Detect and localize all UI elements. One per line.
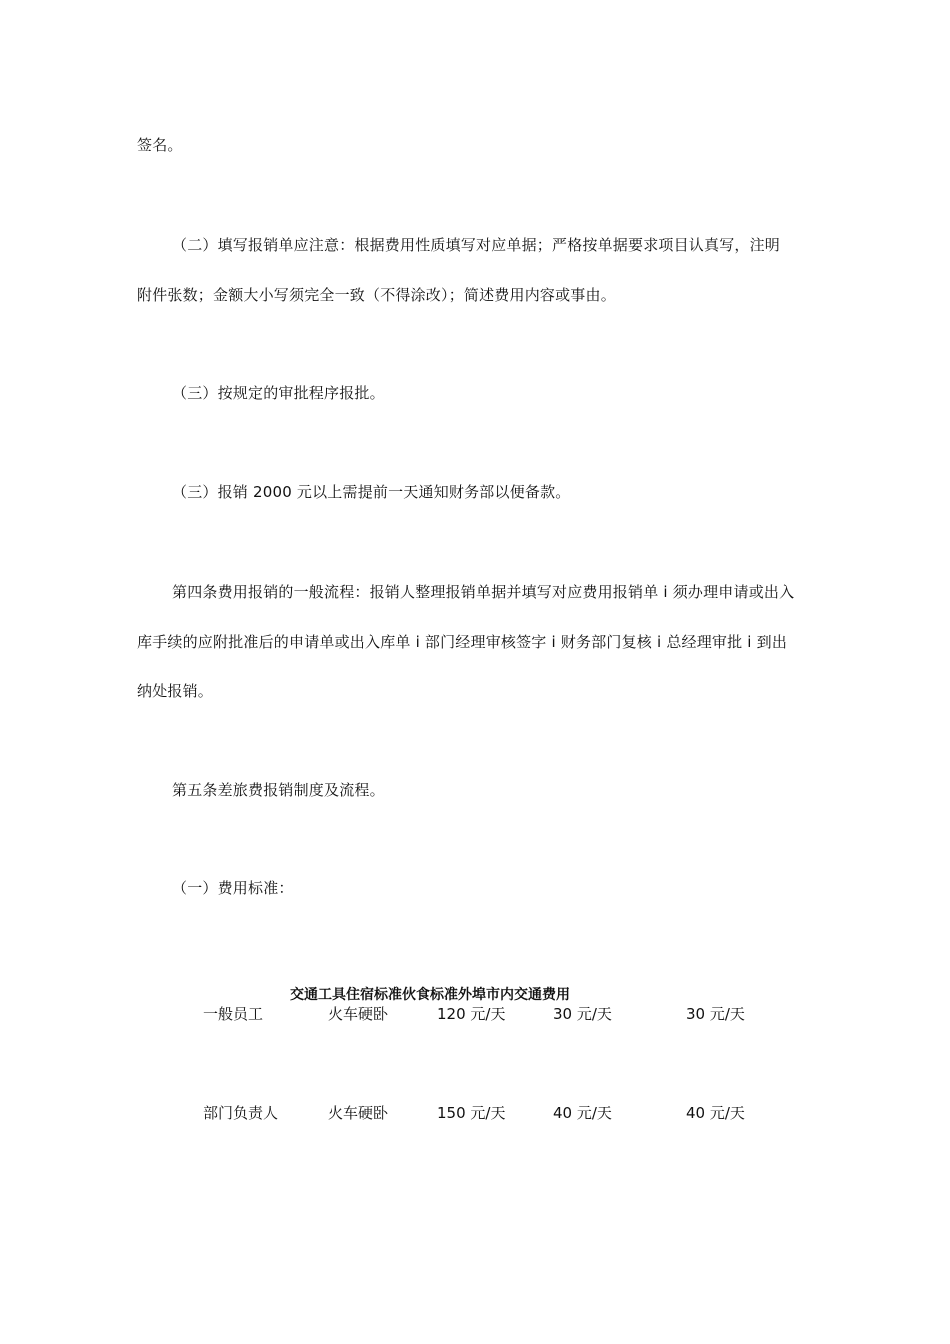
paragraph-signature: 签名。 xyxy=(137,136,183,154)
paragraph-article-5: 第五条差旅费报销制度及流程。 xyxy=(172,781,385,799)
paragraph-approval: （三）按规定的审批程序报批。 xyxy=(172,384,385,402)
cell-meals: 30 元/天 xyxy=(553,1005,612,1023)
cell-lodging: 120 元/天 xyxy=(437,1005,506,1023)
cell-role: 一般员工 xyxy=(203,1005,264,1023)
table-header: 交通工具住宿标准伙食标准外埠市内交通费用 xyxy=(290,987,570,1003)
paragraph-article-4-line-1: 第四条费用报销的一般流程：报销人整理报销单据并填写对应费用报销单 i 须办理申请或出入 xyxy=(172,583,795,601)
cell-transport: 火车硬卧 xyxy=(328,1104,389,1122)
cell-role: 部门负责人 xyxy=(203,1104,279,1122)
paragraph-article-4-line-3: 纳处报销。 xyxy=(137,682,214,700)
cell-local-transport: 30 元/天 xyxy=(686,1005,745,1023)
paragraph-expense-standard: （一）费用标准： xyxy=(172,879,294,897)
paragraph-fill-notes-line-1: （二）填写报销单应注意：根据费用性质填写对应单据；严格按单据要求项目认真写，注明 xyxy=(172,236,781,254)
cell-meals: 40 元/天 xyxy=(553,1104,612,1122)
cell-lodging: 150 元/天 xyxy=(437,1104,506,1122)
cell-transport: 火车硬卧 xyxy=(328,1005,389,1023)
paragraph-fill-notes-line-2: 附件张数；金额大小写须完全一致（不得涂改）；简述费用内容或事由。 xyxy=(137,286,616,304)
paragraph-advance-notice: （三）报销 2000 元以上需提前一天通知财务部以便备款。 xyxy=(172,483,571,501)
paragraph-article-4-line-2: 库手续的应附批准后的申请单或出入库单 i 部门经理审核签字 i 财务部门复核 i 总经理审批 i 到出 xyxy=(137,633,788,651)
cell-local-transport: 40 元/天 xyxy=(686,1104,745,1122)
